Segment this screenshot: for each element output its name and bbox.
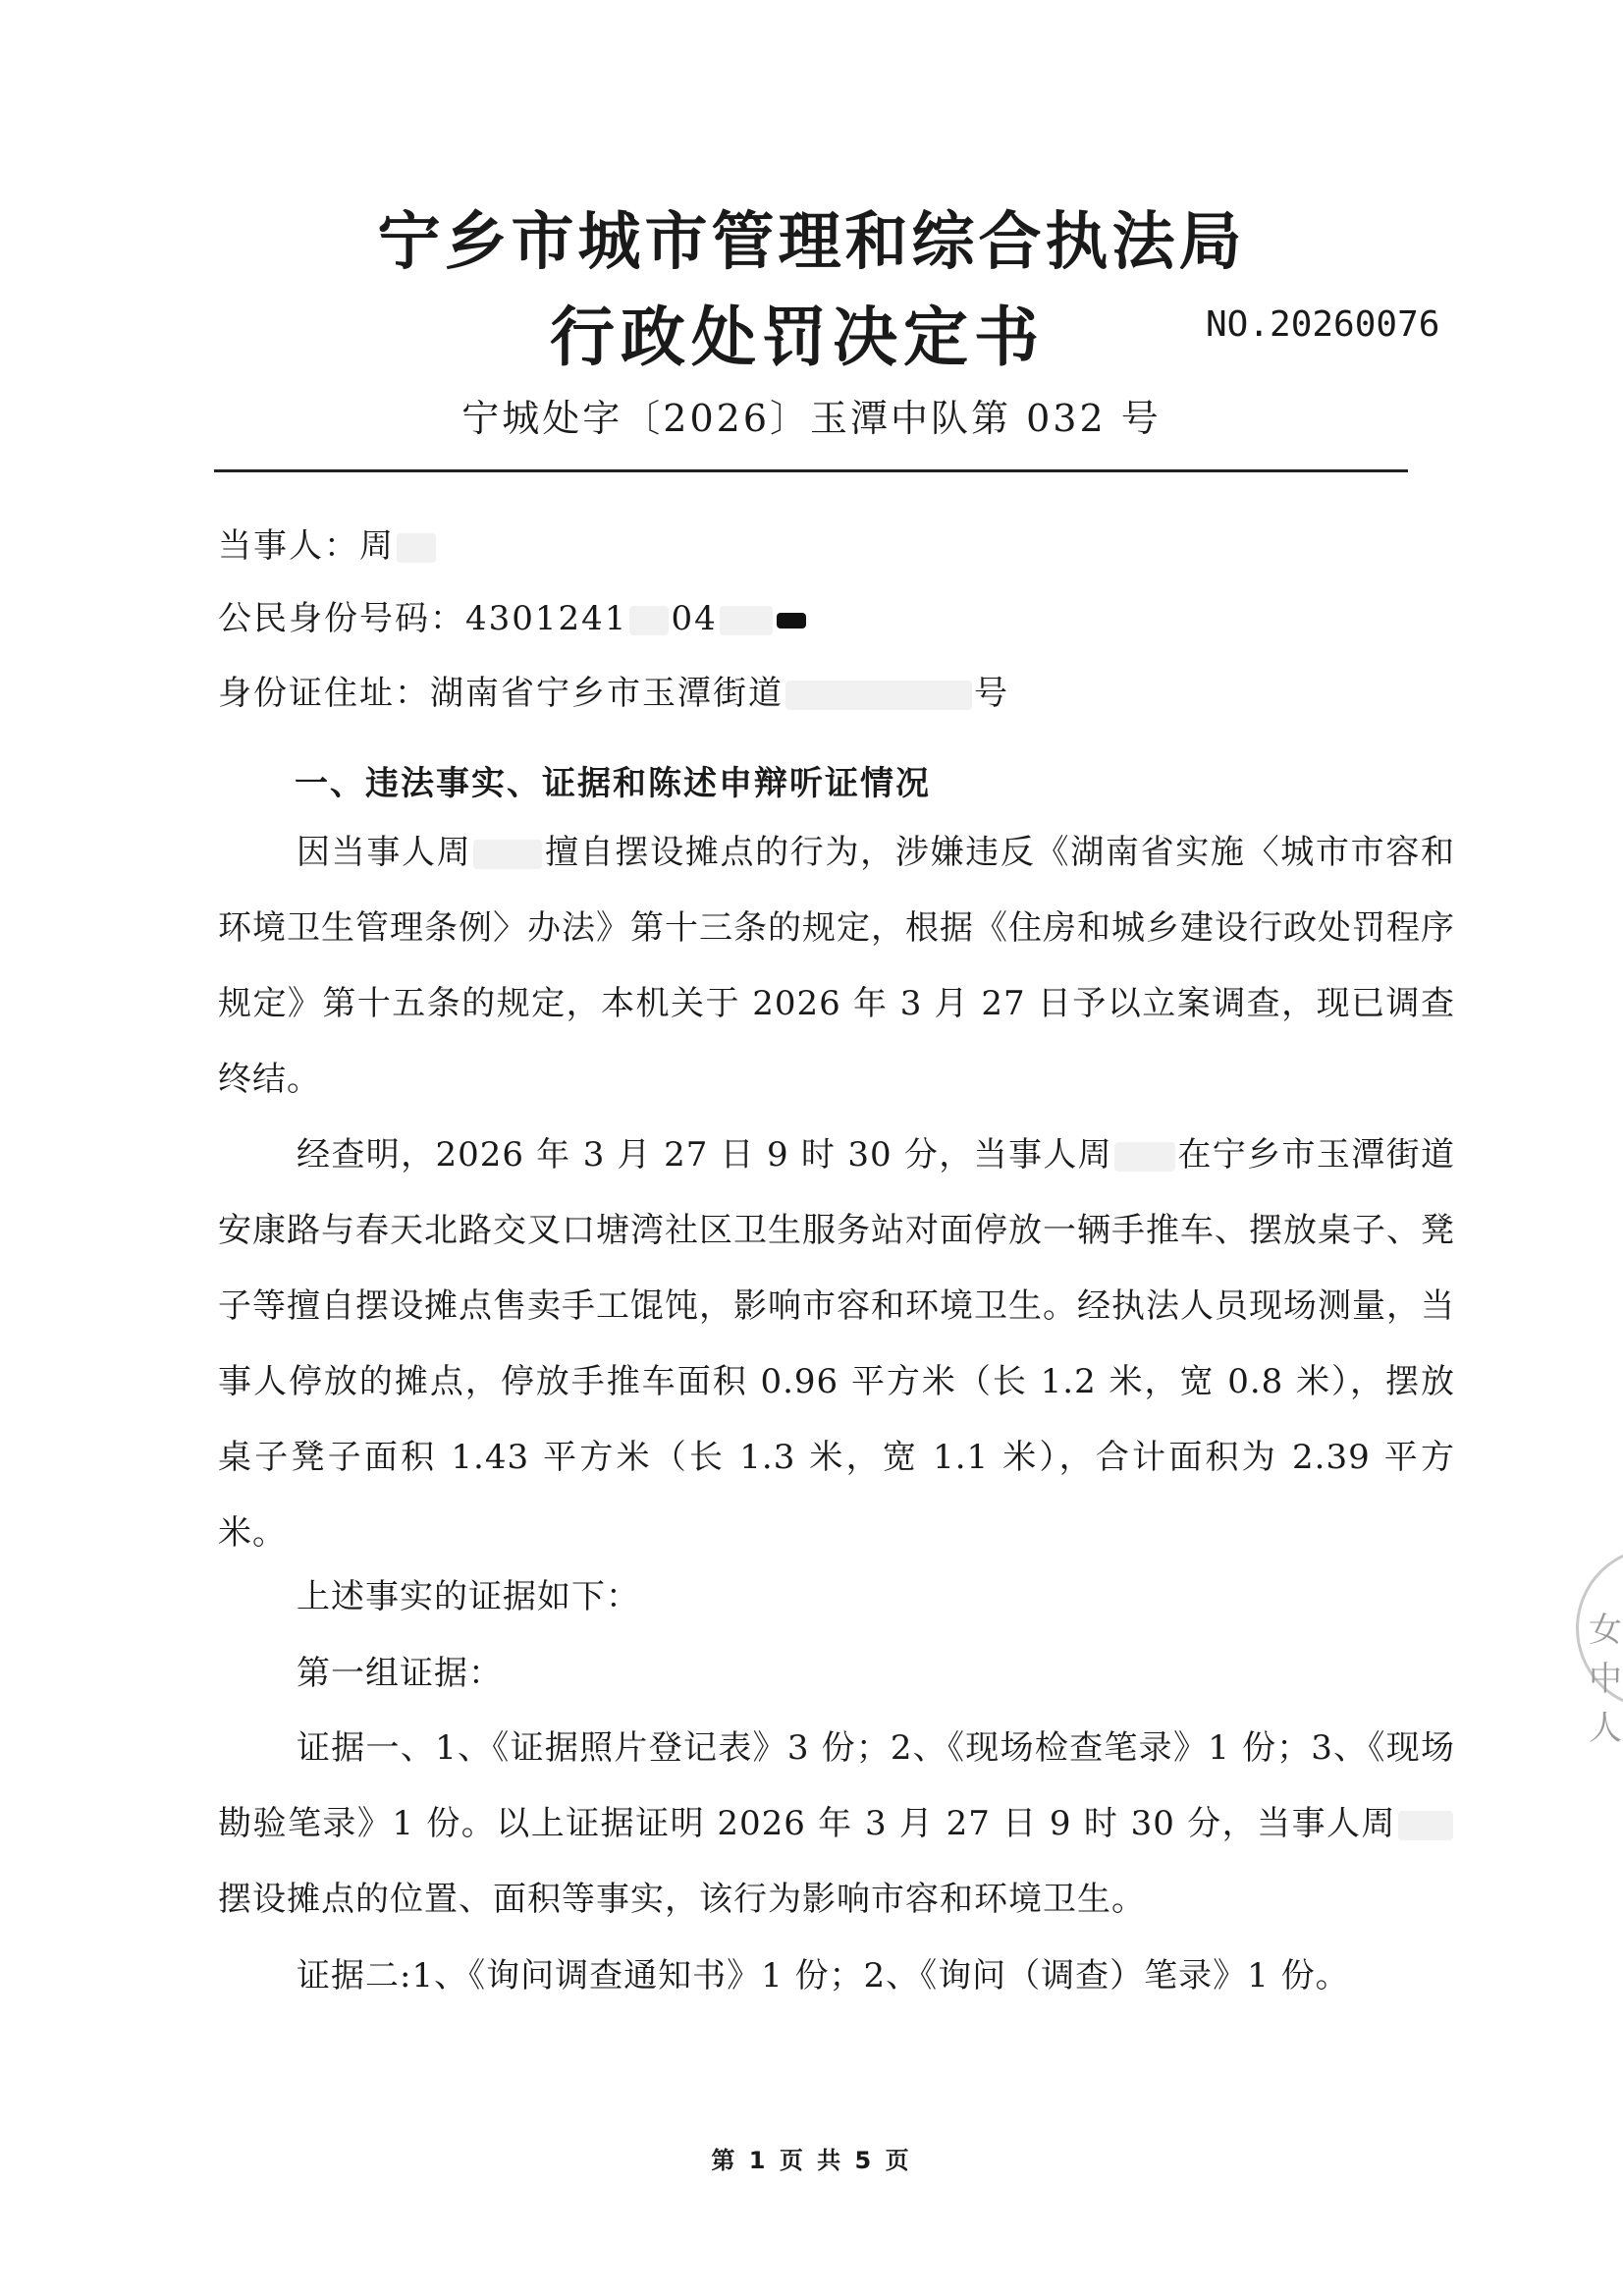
redaction-mark (629, 606, 669, 635)
id-number-value: 4301241 (465, 599, 628, 638)
address-label: 身份证住址： (218, 674, 430, 713)
paragraph-evidence-one: 证据一、1、《证据照片登记表》3 份；2、《现场检查笔录》1 份；3、《现场勘验笔录》1 份。以上证据证明 2026 年 3 月 27 日 9 时 30 分，当事人周摆设摊点的位置、面积等事实，该行为影响市容和环境卫生。 (218, 1728, 1455, 1919)
page-footer: 第 1 页 共 5 页 (711, 2147, 912, 2174)
address-value: 湖南省宁乡市玉潭街道 (430, 674, 784, 713)
redaction-mark (720, 606, 773, 635)
section-heading: 一、违法事实、证据和陈述申辩听证情况 (295, 764, 931, 803)
redaction-mark (397, 533, 436, 563)
document-number: NO.20260076 (1206, 304, 1440, 345)
id-number-label: 公民身份号码： (218, 599, 465, 638)
address-line (218, 666, 1009, 714)
id-number-fragment: 04 (671, 599, 718, 638)
redaction-mark (785, 681, 972, 710)
address-suffix: 号 (974, 674, 1009, 713)
paragraph-case-filing: 因当事人周 擅自摆设摊点的行为，涉嫌违反《湖南省实施〈城市市容和环境卫生管理条例〉办法》第十三条的规定，根据《住房和城乡建设行政处罚程序规定》第十五条的规定，本机关于 2026 年 3 月 27 日予以立案调查，现已调查终结。 (218, 833, 1456, 1099)
document-type-title: 行政处罚决定书 (550, 299, 1045, 375)
party-name-line (218, 519, 438, 567)
party-name-value: 周 (359, 526, 395, 566)
paragraph-evidence-two: 证据二:1、《询问调查通知书》1 份；2、《询问（调查）笔录》1 份。 (297, 1956, 1350, 1995)
organization-name: 宁乡市城市管理和综合执法局 (377, 205, 1246, 279)
evidence-group-title: 第一组证据： (297, 1654, 503, 1693)
paragraph-findings: 经查明，2026 年 3 月 27 日 9 时 30 分，当事人周 在宁乡市玉潭街道安康路与春天北路交叉口塘湾社区卫生服务站对面停放一辆手推车、摆放桌子、凳子等擅自摆设摊点售卖手工馄饨，影响市容和环境卫生。经执法人员现场测量，当事人停放的摊点，停放手推车面积 0.96 平方米（长 1.2 米，宽 0.8 米），摆放桌子凳子面积 1.43 平方米（长 1.3 米，宽 1.1 米），合计面积为 2.39 平方米。 (218, 1135, 1456, 1553)
redaction-block (777, 613, 806, 629)
case-number: 宁城处字〔2026〕玉潭中队第 032 号 (461, 397, 1162, 440)
redaction-mark (473, 840, 542, 869)
seal-text: 女 中 人 (1589, 1611, 1622, 1748)
header-divider (214, 469, 1408, 472)
redaction-mark (1398, 1811, 1453, 1840)
paragraph-evidence-intro: 上述事实的证据如下： (297, 1577, 640, 1616)
party-name-label: 当事人： (218, 526, 359, 566)
id-number-line (218, 591, 808, 639)
redaction-mark (1114, 1142, 1175, 1172)
